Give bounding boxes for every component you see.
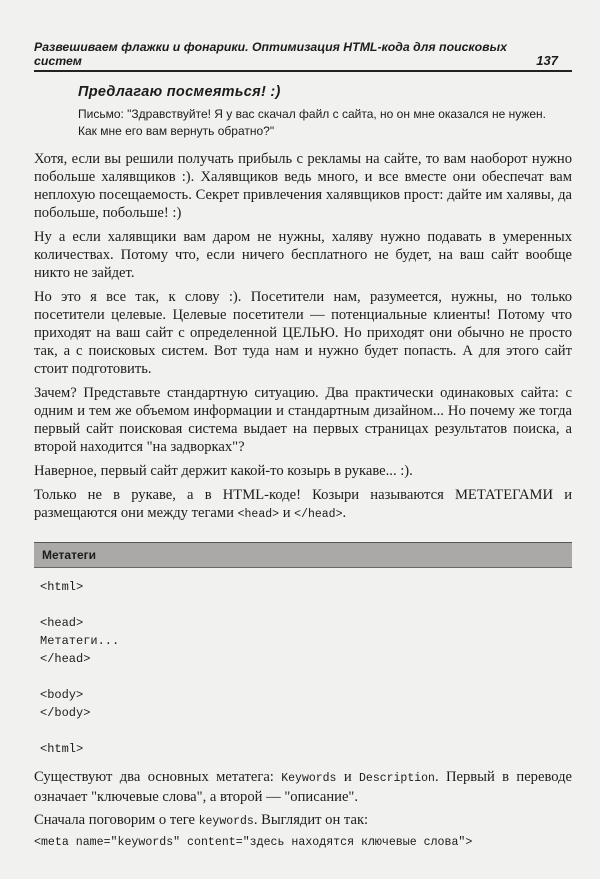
listing-header: Метатеги	[34, 542, 572, 568]
meta-paragraph-text: Только не в рукаве, а в HTML-коде! Козыри называются МЕТАТЕГАМИ и размещаются они между тегами	[34, 487, 572, 521]
sentence-end: .	[342, 505, 347, 521]
running-title: Развешиваем флажки и фонарики. Оптимизация HTML-кода для поисковых систем	[34, 40, 507, 68]
joke-title: Предлагаю посмеяться! :)	[78, 84, 281, 100]
text-run: Существуют два основных метатега:	[34, 769, 274, 785]
body-text	[34, 150, 572, 524]
paragraph: Наверное, первый сайт держит какой-то козырь в рукаве... :).	[34, 463, 413, 479]
page-number: 137	[536, 53, 558, 68]
code-line: </body>	[40, 706, 91, 720]
joke-text: Письмо: "Здравствуйте! Я у вас скачал файл с сайта, но он мне оказался не нужен. Как мне его вам вернуть обратно?"	[78, 107, 546, 138]
text-run: и	[343, 769, 352, 785]
text-run: . Первый в переводе означает "ключевые слова", а второй — "описание".	[34, 769, 573, 805]
code-line: Метатеги...	[40, 634, 120, 648]
code-line: <html>	[40, 580, 84, 594]
paragraph: Зачем? Представьте стандартную ситуацию. Два практически одинаковых сайта: с одним и тем же объемом информации и стандартным дизайном... Но почему же тогда первый сайт поисковая система выдает на первых страницах результатов поиска, а второй находится "на задворках"?	[34, 385, 572, 455]
code-listing	[40, 578, 572, 758]
keyword-inline: keywords	[198, 815, 254, 828]
running-header	[34, 40, 572, 72]
book-page	[34, 40, 572, 849]
after-listing-text	[34, 768, 572, 849]
paragraph	[34, 768, 572, 806]
paragraph	[34, 811, 572, 831]
meta-code-example: <meta name="keywords" content="здесь находятся ключевые слова">	[34, 836, 473, 849]
code-line: <body>	[40, 688, 84, 702]
paragraph: Хотя, если вы решили получать прибыль с рекламы на сайте, то вам наоборот нужно побольше халявщиков :). Халявщиков ведь много, и все вместе они обеспечат вам неплохую посещаемость. Секрет привлечения халявщиков прост: дайте им халявы, да побольше, побольше! :)	[34, 151, 572, 221]
code-blank-line	[40, 722, 572, 740]
text-run: Сначала поговорим о теге	[34, 812, 195, 828]
paragraph: Ну а если халявщики вам даром не нужны, халяву нужно подавать в умеренных количествах. Потому что, если ничего бесплатного не будет, на ваш сайт вообще никто не зайдет.	[34, 229, 572, 281]
meta-paragraph	[34, 486, 572, 524]
tag-head: <head>	[237, 508, 280, 521]
code-line: <head>	[40, 616, 84, 630]
code-blank-line	[40, 596, 572, 614]
code-line: </head>	[40, 652, 91, 666]
code-blank-line	[40, 668, 572, 686]
paragraph: Но это я все так, к слову :). Посетители нам, разумеется, нужны, но только посетители целевые. Целевые посетители — потенциальные клиенты! Потому что приходят на ваш сайт с определенной ЦЕЛЬЮ. Но приходят они обычно не просто так, а с поисковых систем. Вот туда нам и нужно будет попасть. А для этого сайт стоит подготовить.	[34, 289, 572, 377]
tag-head-close: </head>	[294, 508, 343, 521]
conjunction: и	[282, 505, 291, 521]
keyword-inline: Keywords	[281, 772, 337, 785]
keyword-inline: Description	[359, 772, 435, 785]
text-run: . Выглядит он так:	[253, 812, 369, 828]
code-line: <html>	[40, 742, 84, 756]
joke-sidebar	[78, 84, 564, 140]
